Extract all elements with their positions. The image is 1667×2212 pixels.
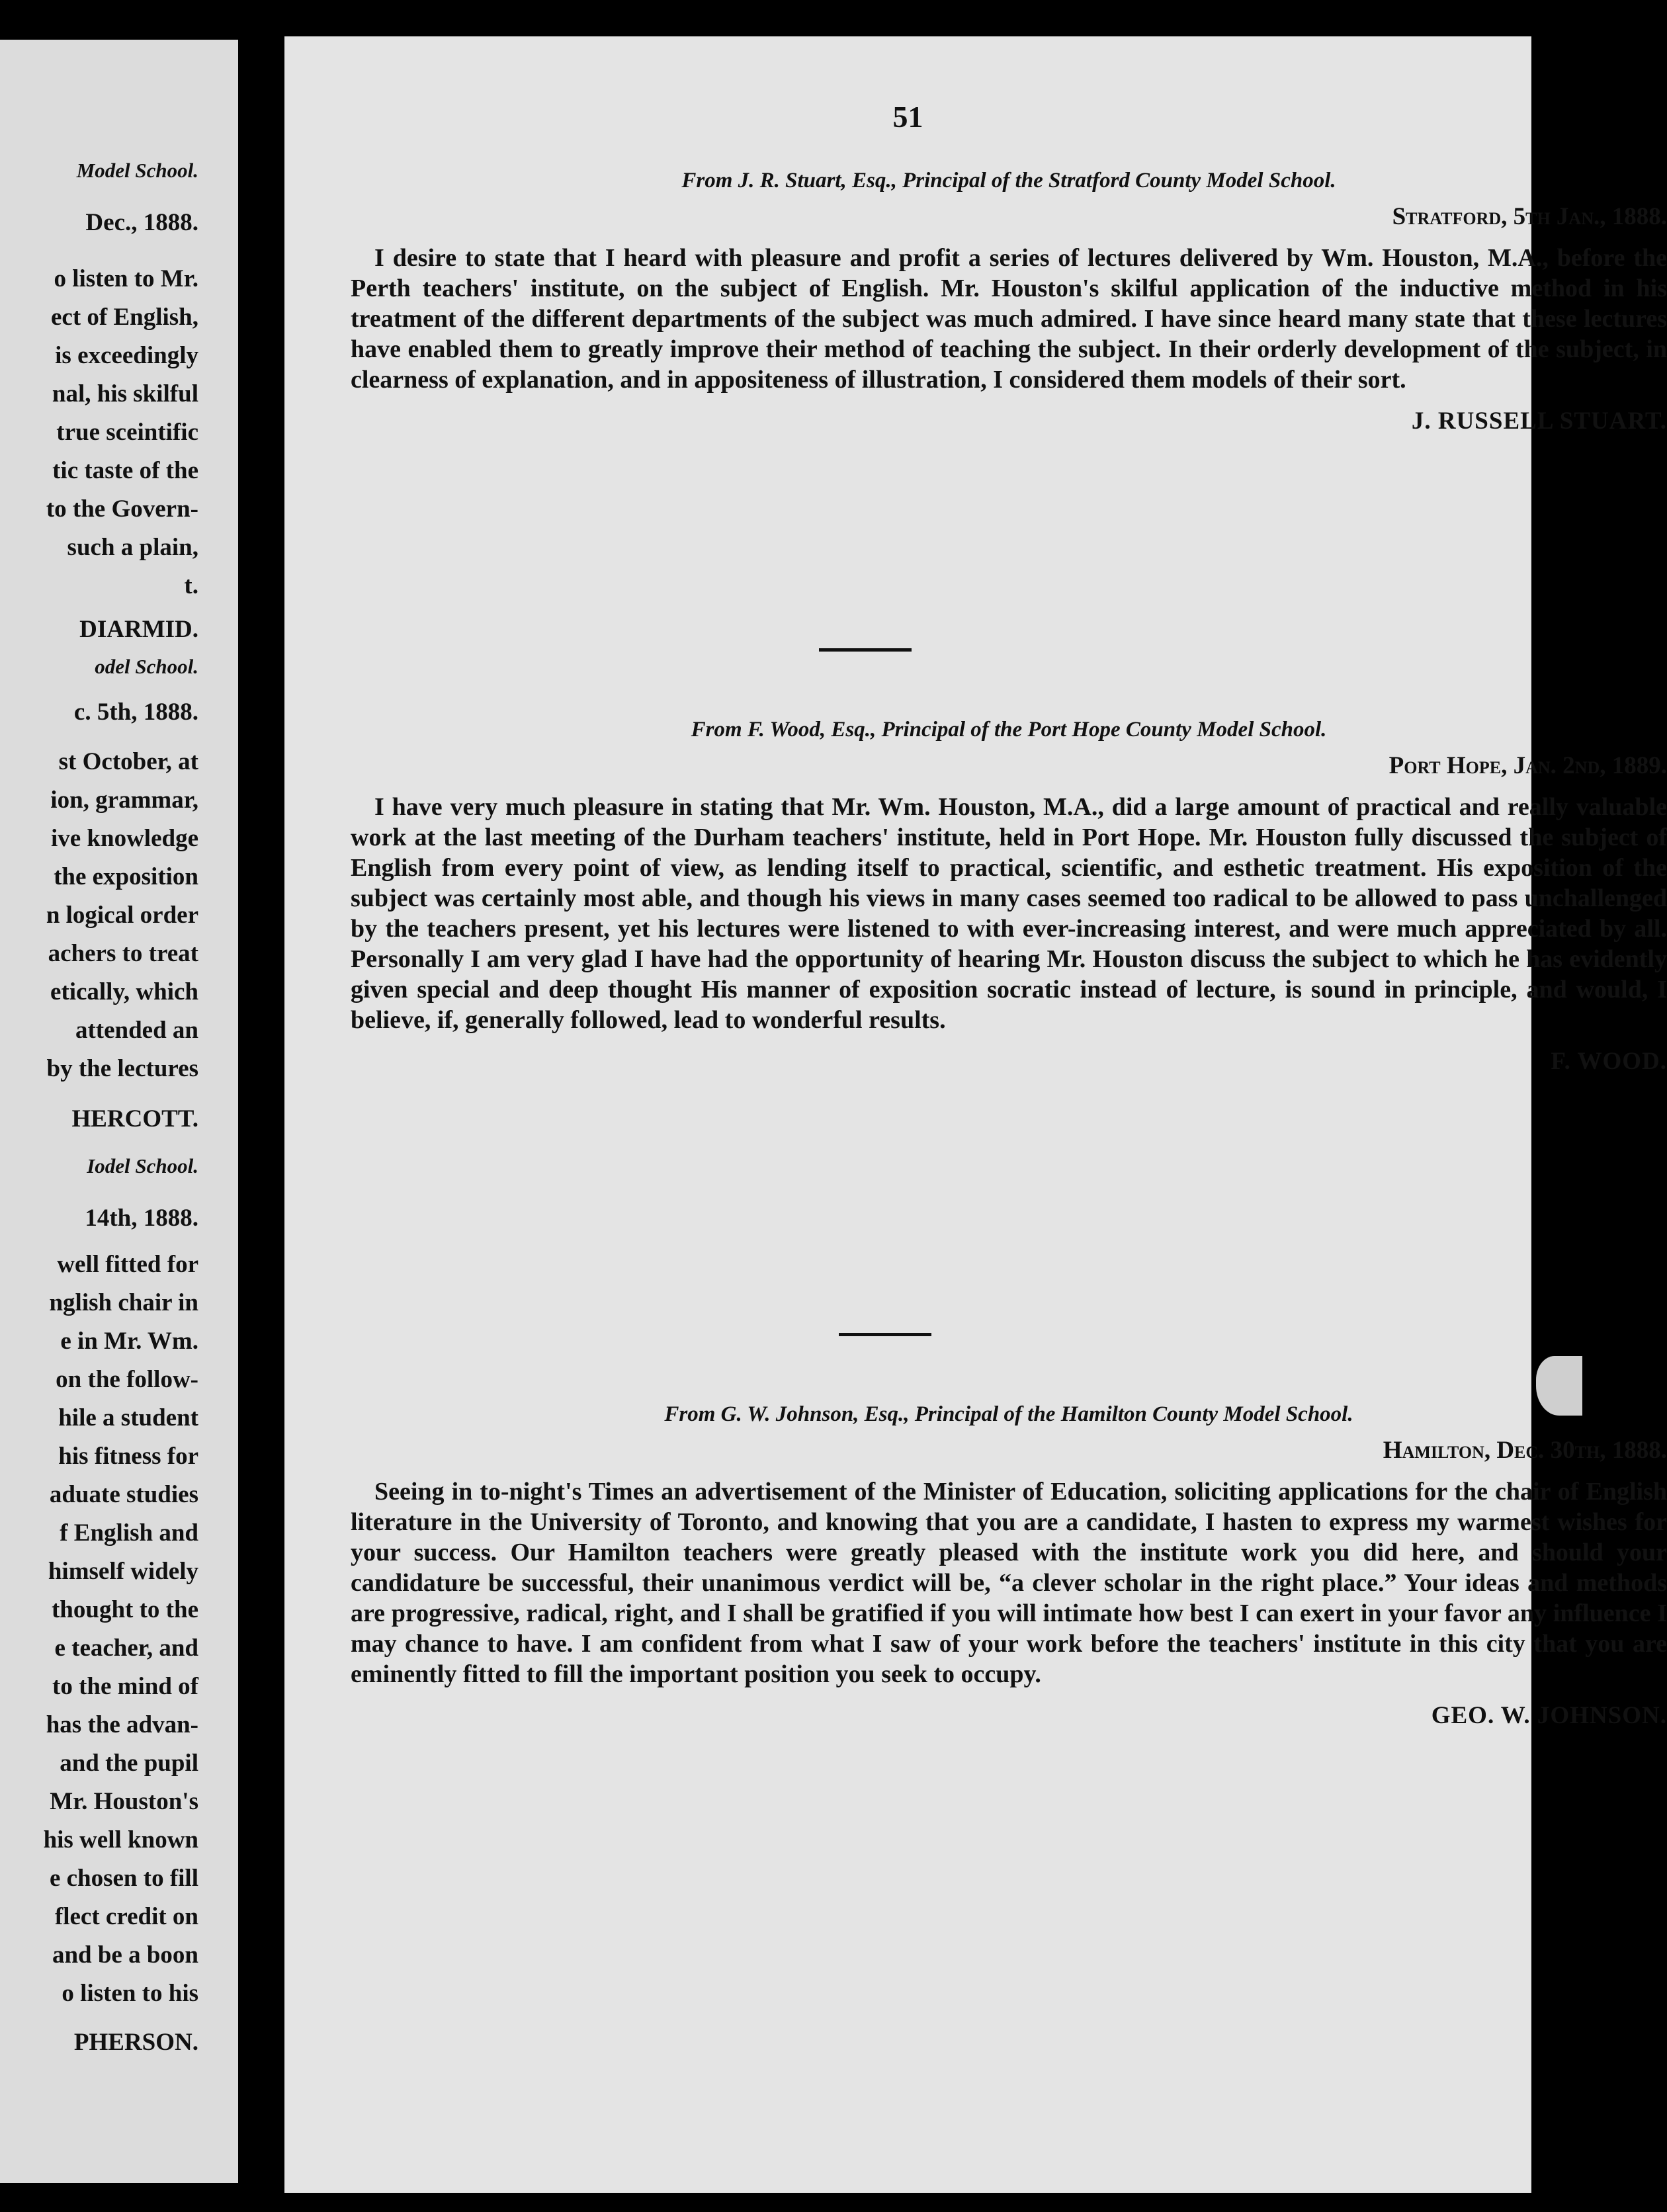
facing-page-line: ion, grammar, (50, 787, 198, 814)
letter-dateline: Stratford, 5th Jan., 1888. (1392, 203, 1667, 230)
facing-page-line: attended an (75, 1017, 198, 1044)
letter-body: I have very much pleasure in stating that Mr. Wm. Houston, M.A., did a large amount of practical and really valuable work at the last meeting of the Durham teachers' institute, held in Port Hope. Mr. Houston fully discussed the subject of English from every point of view, as lending itself to practical, scientific, and esthetic treatment. His exposition of the subject was certainly most able, and though his views in many cases seemed too radical to be allowed to pass unchallenged by the teachers present, yet his lectures were listened to with ever-increasing interest, and were much appreciated by all. Personally I am very glad I have had the opportunity of hearing Mr. Houston discuss the subject to which he has evidently given special and deep thought His manner of exposition socratic instead of lecture, is sound in principle, and would, I believe, if, generally followed, lead to wonderful results. (351, 793, 1667, 1034)
letter-signature: F. WOOD. (1551, 1048, 1667, 1075)
facing-page-line: hile a student (58, 1404, 198, 1431)
section-divider (819, 648, 912, 652)
letter-dateline: Hamilton, Dec. 30th, 1888. (1383, 1437, 1667, 1464)
facing-page-line: st October, at (58, 748, 198, 775)
letter-wood (351, 718, 1667, 1076)
facing-page-line: true sceintific (56, 419, 198, 446)
facing-page-line: etically, which (50, 978, 198, 1005)
facing-page-line: HERCOTT. (71, 1105, 198, 1132)
facing-page-line: o listen to Mr. (54, 265, 198, 292)
facing-page-line: aduate studies (49, 1481, 198, 1508)
facing-page-line: 14th, 1888. (85, 1205, 198, 1232)
page-edge-blot (1536, 1356, 1582, 1416)
facing-page-line: f English and (60, 1519, 198, 1547)
facing-page-line: odel School. (95, 655, 198, 678)
letter-dateline: Port Hope, Jan. 2nd, 1889. (1389, 752, 1667, 779)
facing-page-line: on the follow- (56, 1366, 198, 1393)
letter-johnson (351, 1402, 1667, 1730)
facing-page-line: and be a boon (52, 1941, 198, 1969)
facing-page-line: Dec., 1888. (85, 209, 198, 236)
facing-page-line: to the Govern- (46, 495, 198, 523)
facing-page-line: his fitness for (58, 1443, 198, 1470)
facing-page-line: flect credit on (54, 1903, 198, 1930)
facing-page-line: Model School. (76, 159, 198, 182)
letter-stuart (351, 169, 1667, 435)
facing-page-line: thought to the (51, 1596, 198, 1623)
facing-page-line: his well known (43, 1826, 198, 1853)
facing-page-line: achers to treat (48, 940, 198, 967)
facing-page-line: t. (184, 572, 198, 599)
facing-page-line: n logical order (46, 902, 198, 929)
facing-page-line: himself widely (48, 1558, 198, 1585)
facing-page-line: well fitted for (57, 1251, 198, 1278)
facing-page-line: by the lectures (46, 1055, 198, 1082)
facing-page-line: PHERSON. (73, 2029, 198, 2056)
facing-page-line: Mr. Houston's (50, 1788, 198, 1815)
letter-heading: From F. Wood, Esq., Principal of the Port Hope County Model School. (691, 718, 1327, 742)
facing-page-line: to the mind of (52, 1673, 198, 1700)
facing-page-line: Iodel School. (87, 1154, 198, 1177)
letter-signature: GEO. W. JOHNSON. (1431, 1702, 1667, 1729)
page-51 (284, 36, 1667, 2193)
facing-page-line: ect of English, (50, 304, 198, 331)
facing-page-line: nglish chair in (49, 1289, 198, 1316)
facing-page-line: is exceedingly (55, 342, 198, 369)
facing-page-line: e chosen to fill (49, 1865, 198, 1892)
letter-body: I desire to state that I heard with pleasure and profit a series of lectures delivered by Wm. Houston, M.A., before the Perth teachers' institute, on the subject of English. Mr. Houston's skilful application of the inductive method in his treatment of the different departments of the subject was much admired. I have since heard many state that these lectures have enabled them to greatly improve their method of teaching the subject. In their orderly development of the subject, in clearness of explanation, and in appositeness of illustration, I considered them models of their sort. (351, 244, 1667, 394)
letter-body: Seeing in to-night's Times an advertisement of the Minister of Education, soliciting applications for the chair of English literature in the University of Toronto, and knowing that you are a candidate, I hasten to express my warmest wishes for your success. Our Hamilton teachers were greatly pleased with the institute work you did here, and should your candidature be successful, their unanimous verdict will be, “a clever scholar in the right place.” Your ideas and methods are progressive, radical, right, and I shall be gratified if you will intimate how best I can exert in your favor any influence I may chance to have. I am confident from what I saw of your work before the teachers' institute in this city that you are eminently fitted to fill the important position you seek to occupy. (351, 1478, 1667, 1688)
letter-heading: From G. W. Johnson, Esq., Principal of the Hamilton County Model School. (664, 1402, 1353, 1426)
letter-signature: J. RUSSELL STUART. (1411, 407, 1667, 435)
facing-page-line: has the advan- (46, 1711, 198, 1738)
facing-page-line: e in Mr. Wm. (60, 1328, 198, 1355)
facing-page-line: e teacher, and (54, 1635, 198, 1662)
book-gutter (238, 0, 284, 2212)
facing-page-line: such a plain, (67, 534, 198, 561)
facing-page-line: nal, his skilful (52, 380, 198, 407)
facing-page-fragment (0, 40, 238, 2183)
facing-page-line: and the pupil (60, 1750, 198, 1777)
section-divider (839, 1333, 931, 1336)
facing-page-line: the exposition (54, 863, 198, 890)
facing-page-line: tic taste of the (52, 457, 198, 484)
letter-heading: From J. R. Stuart, Esq., Principal of the Stratford County Model School. (681, 169, 1336, 192)
facing-page-line: ive knowledge (50, 825, 198, 852)
facing-page-line: o listen to his (62, 1980, 198, 2007)
page-number: 51 (892, 100, 923, 134)
facing-page-line: c. 5th, 1888. (73, 699, 198, 726)
facing-page-line: DIARMID. (79, 616, 198, 643)
